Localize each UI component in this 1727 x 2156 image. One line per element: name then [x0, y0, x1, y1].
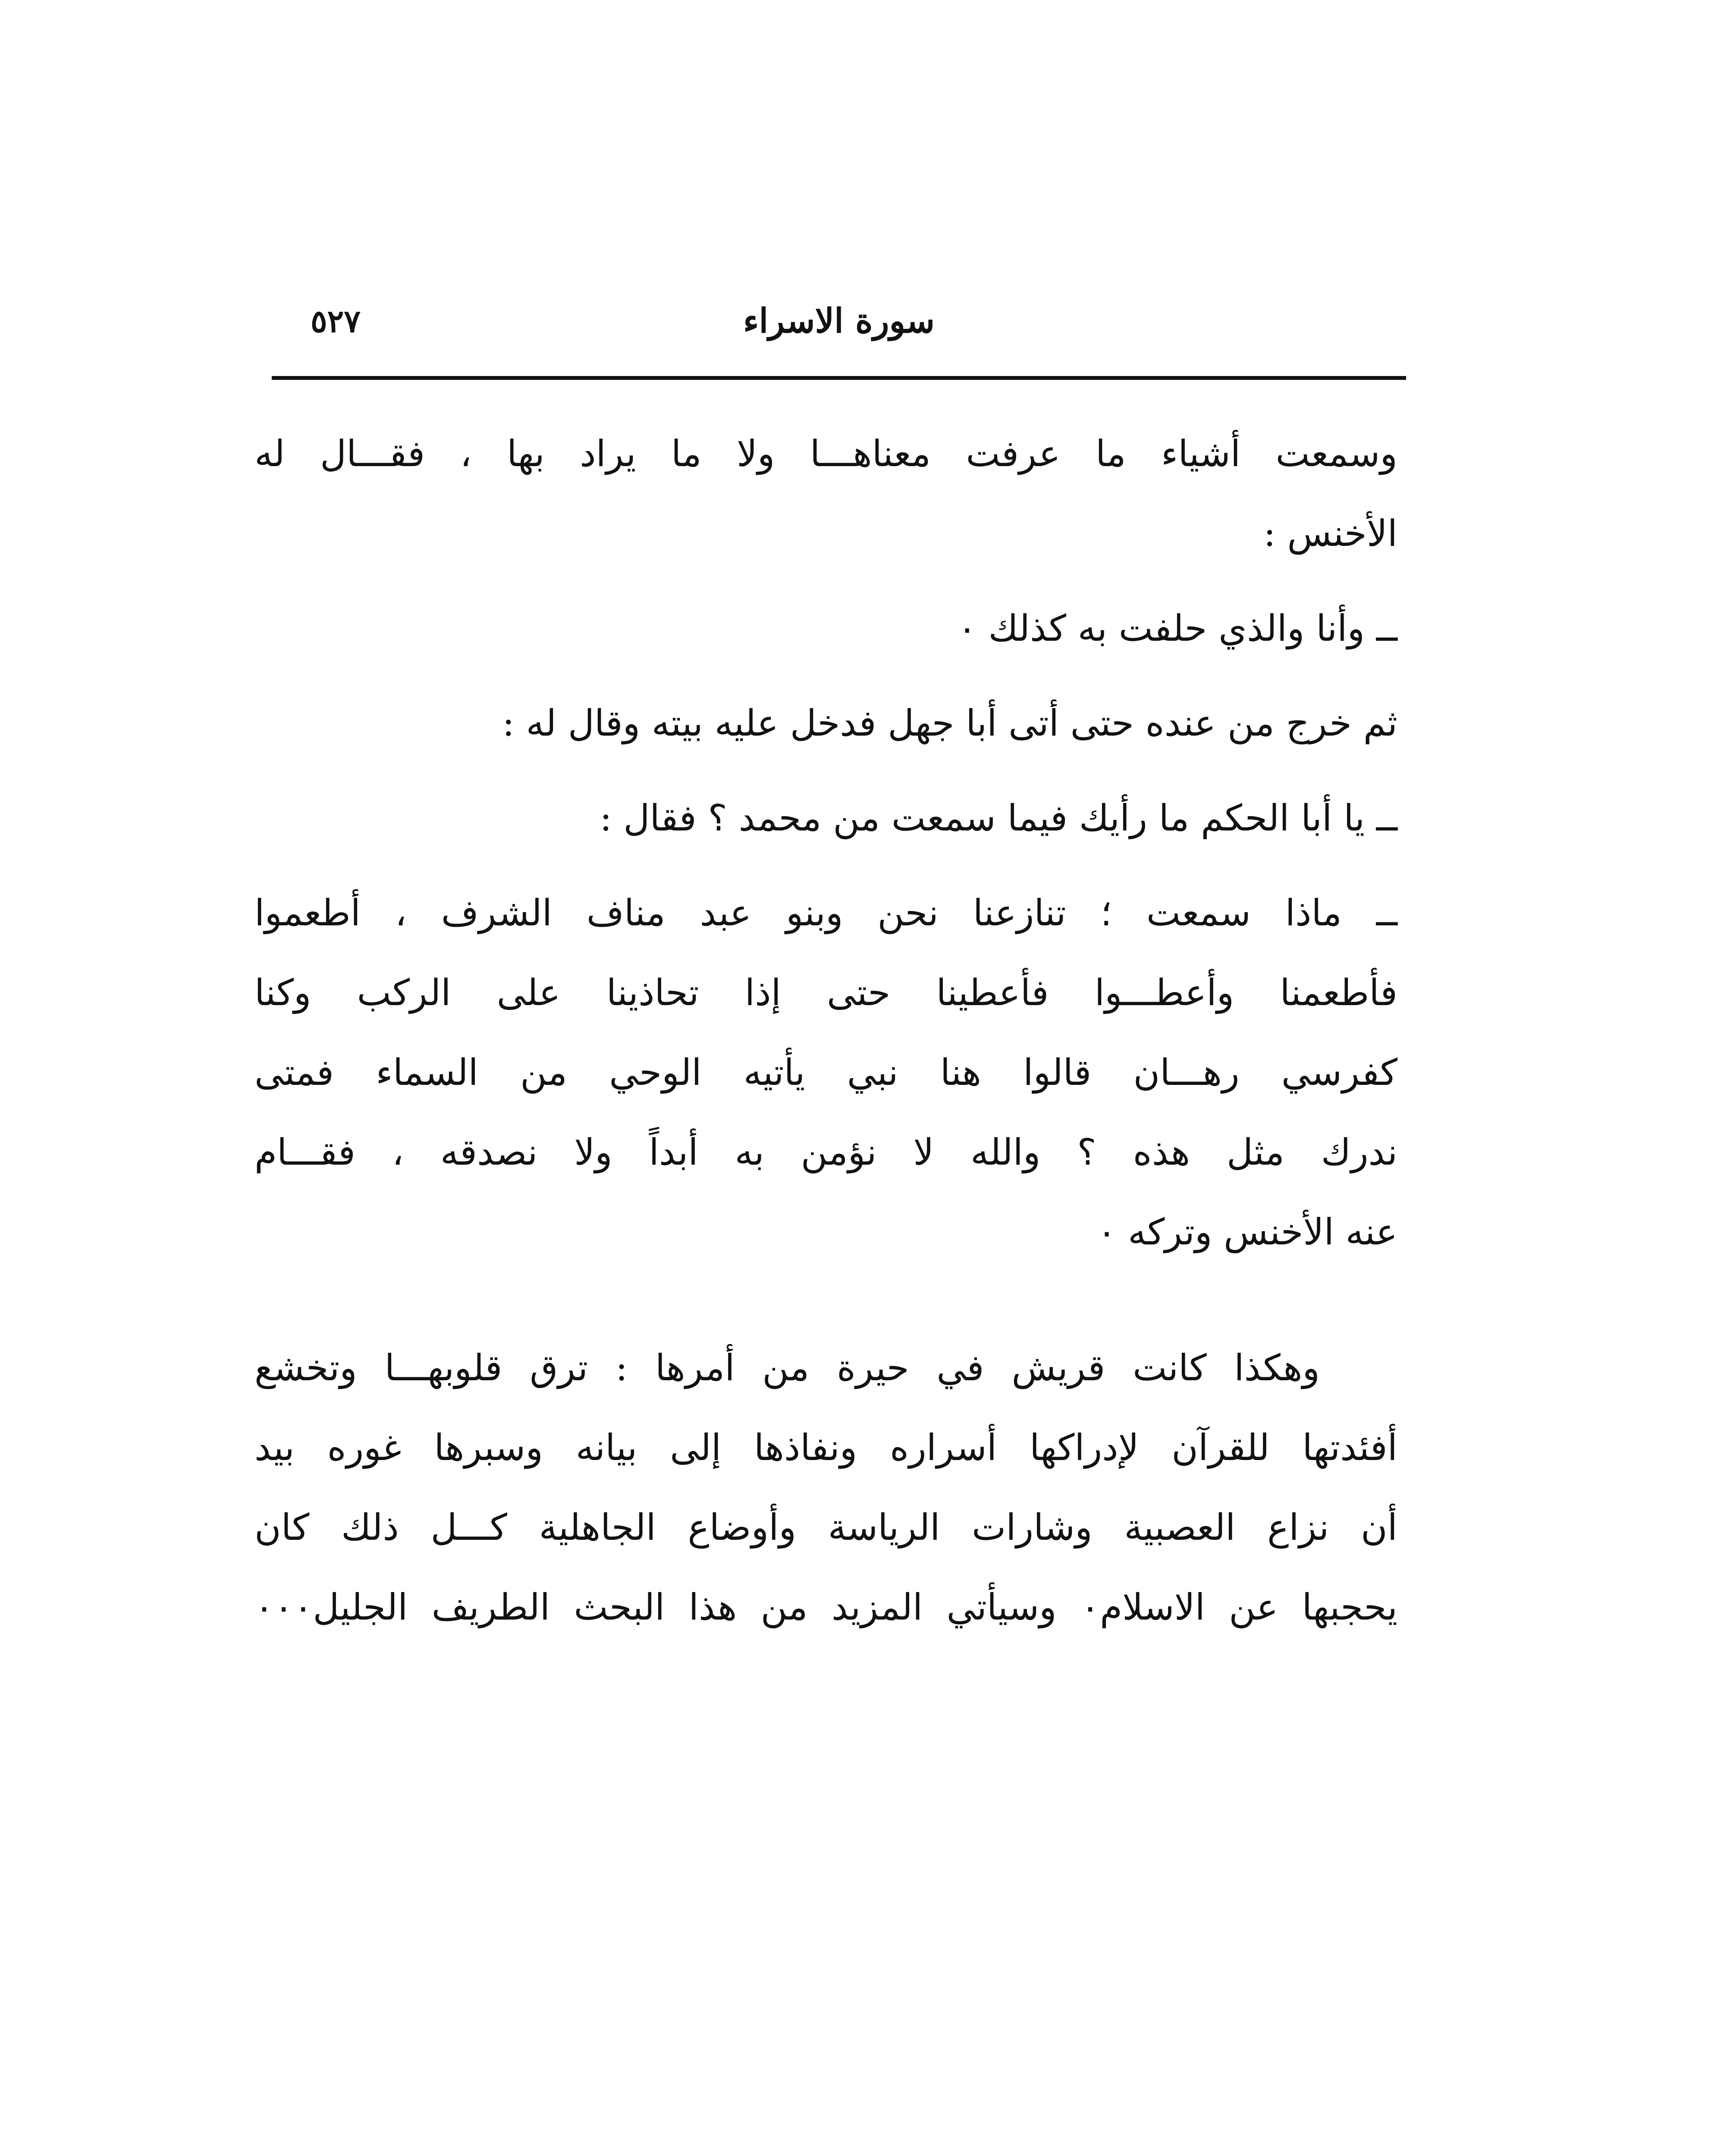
- text-line: يحجبها عن الاسلام٠ وسيأتي المزيد من هذا البحث الطريف الجليل٠٠٠: [254, 1586, 1397, 1628]
- text-line: الأخنس :: [1263, 512, 1397, 555]
- page-header: [272, 298, 1406, 345]
- text-line: كفرسي رهـــان قالوا هنا نبي يأتيه الوحي من السماء فمتى: [254, 1051, 1397, 1094]
- running-title: سورة الاسراء: [743, 301, 935, 341]
- paragraph-first-line: وهكذا كانت قريش في حيرة من أمرها : ترق قلوبهـــا وتخشع: [254, 1347, 1320, 1389]
- text-line: عنه الأخنس وتركه ٠: [1097, 1211, 1397, 1253]
- dialogue-line: ــ وأنا والذي حلفت به كذلك ٠: [957, 607, 1397, 649]
- text-line: أن نزاع العصبية وشارات الرياسة وأوضاع الجاهلية كـــل ذلك كان: [254, 1506, 1397, 1548]
- text-line: فأطعمنا وأعطـــوا فأعطينا حتى إذا تحاذينا على الركب وكنا: [254, 971, 1397, 1014]
- text-line: وسمعت أشياء ما عرفت معناهـــا ولا ما يراد بها ، فقـــال له: [254, 432, 1397, 475]
- text-line: أفئدتها للقرآن لإدراكها أسراره ونفاذها إلى بيانه وسبرها غوره بيد: [254, 1426, 1397, 1469]
- main-text: [254, 414, 1397, 1647]
- page-number: ٥٢٧: [311, 303, 361, 339]
- text-line: ندرك مثل هذه ؟ والله لا نؤمن به أبداً ولا نصدقه ، فقـــام: [254, 1131, 1397, 1173]
- dialogue-line: ــ ماذا سمعت ؛ تنازعنا نحن وبنو عبد مناف الشرف ، أطعموا: [254, 892, 1397, 934]
- text-line: ثم خرج من عنده حتى أتى أبا جهل فدخل عليه بيته وقال له :: [502, 702, 1397, 744]
- dialogue-line: ــ يا أبا الحكم ما رأيك فيما سمعت من محمد ؟ فقال :: [600, 797, 1397, 839]
- header-rule: [272, 376, 1406, 380]
